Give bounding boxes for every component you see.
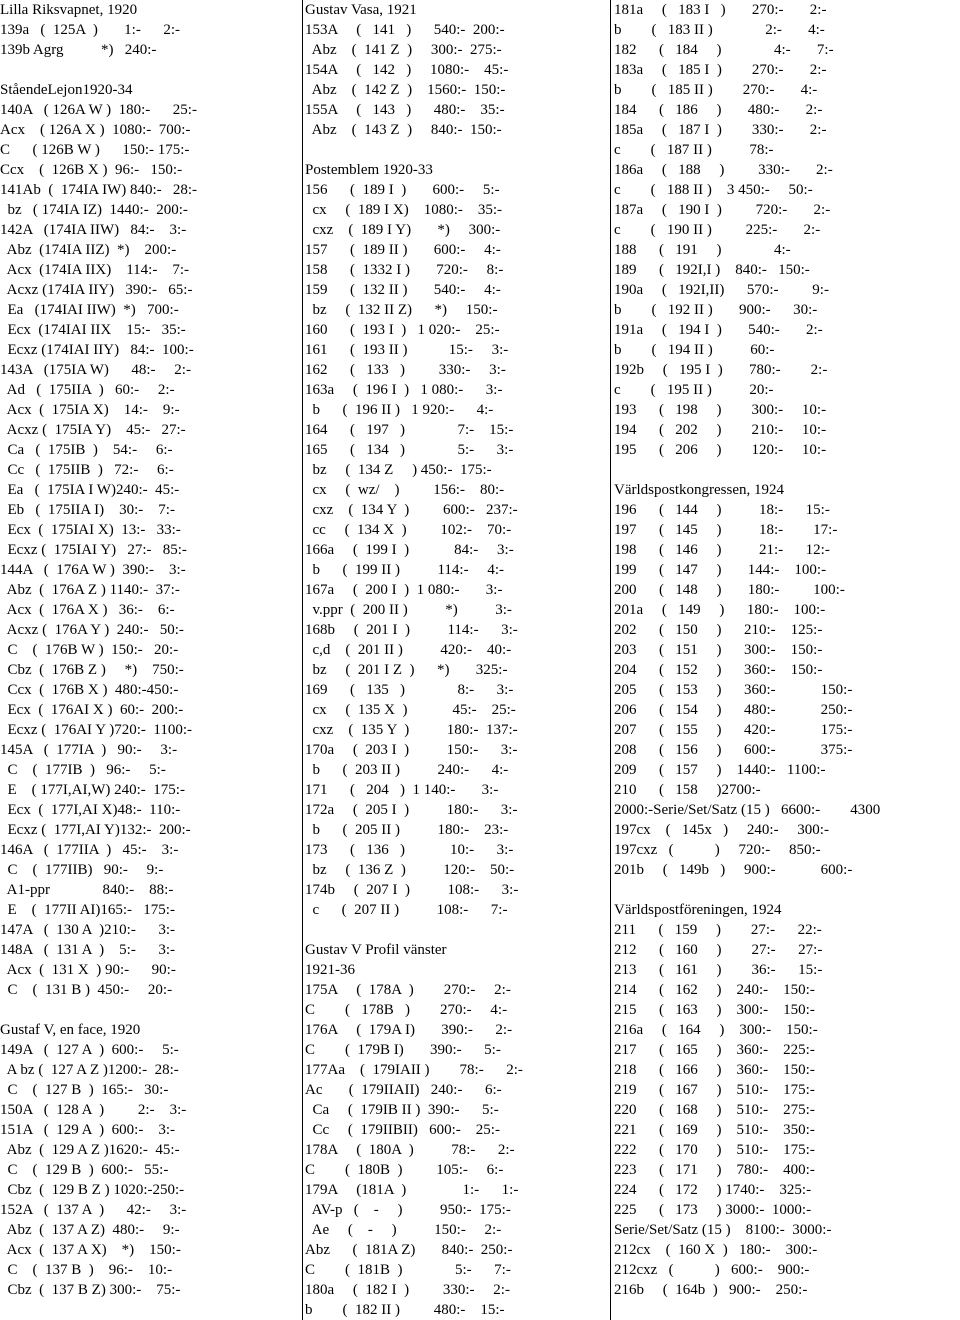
catalog-line: 217 ( 165 ) 360:- 225:- bbox=[614, 1042, 815, 1058]
catalog-line: 181a ( 183 I ) 270:- 2:- bbox=[614, 2, 827, 18]
catalog-line: 142A (174IA IIW) 84:- 3:- bbox=[0, 222, 187, 238]
catalog-line: A bz ( 127 A Z )1200:- 28:- bbox=[0, 1062, 179, 1078]
catalog-line: 172a ( 205 I ) 180:- 3:- bbox=[305, 802, 518, 818]
column-divider bbox=[610, 0, 611, 1320]
catalog-line: 216a ( 164 ) 300:- 150:- bbox=[614, 1022, 818, 1038]
catalog-line: C ( 129 B ) 600:- 55:- bbox=[0, 1162, 169, 1178]
catalog-line: C ( 177IIB) 90:- 9:- bbox=[0, 862, 164, 878]
catalog-line: c ( 187 II ) 78:- bbox=[614, 142, 774, 158]
catalog-line: 211 ( 159 ) 27:- 22:- bbox=[614, 922, 822, 938]
catalog-line: 205 ( 153 ) 360:- 150:- bbox=[614, 682, 853, 698]
catalog-line: Abz ( 181A Z) 840:- 250:- bbox=[305, 1242, 513, 1258]
catalog-line: C ( 131 B ) 450:- 20:- bbox=[0, 982, 173, 998]
catalog-line: 195 ( 206 ) 120:- 10:- bbox=[614, 442, 827, 458]
catalog-line: 139b Agrg *) 240:- bbox=[0, 42, 157, 58]
catalog-line: 212cxz ( ) 600:- 900:- bbox=[614, 1262, 810, 1278]
catalog-line: 165 ( 134 ) 5:- 3:- bbox=[305, 442, 514, 458]
catalog-line: Abz ( 142 Z ) 1560:- 150:- bbox=[305, 82, 506, 98]
catalog-line: b ( 192 II ) 900:- 30:- bbox=[614, 302, 818, 318]
catalog-line: Abz ( 141 Z ) 300:- 275:- bbox=[305, 42, 502, 58]
catalog-line: Acx ( 176A X ) 36:- 6:- bbox=[0, 602, 175, 618]
catalog-line: C ( 181B ) 5:- 7:- bbox=[305, 1262, 511, 1278]
catalog-line: AV-p ( - ) 950:- 175:- bbox=[305, 1202, 511, 1218]
catalog-line: cxz ( 135 Y ) 180:- 137:- bbox=[305, 722, 518, 738]
catalog-line: 2000:-Serie/Set/Satz (15 ) 6600:- 4300 bbox=[614, 802, 881, 818]
catalog-line: 197cxz ( ) 720:- 850:- bbox=[614, 842, 821, 858]
catalog-line: 216b ( 164b ) 900:- 250:- bbox=[614, 1282, 808, 1298]
catalog-line: cxz ( 189 I Y) *) 300:- bbox=[305, 222, 501, 238]
catalog-line bbox=[614, 880, 960, 900]
catalog-line: Ae ( - ) 150:- 2:- bbox=[305, 1222, 502, 1238]
catalog-line: 218 ( 166 ) 360:- 150:- bbox=[614, 1062, 815, 1078]
catalog-line: 174b ( 207 I ) 108:- 3:- bbox=[305, 882, 519, 898]
catalog-line: b ( 196 II ) 1 920:- 4:- bbox=[305, 402, 494, 418]
catalog-line: C ( 137 B ) 96:- 10:- bbox=[0, 1262, 173, 1278]
catalog-line: 209 ( 157 ) 1440:- 1100:- bbox=[614, 762, 826, 778]
catalog-line: 146A ( 177IIA ) 45:- 3:- bbox=[0, 842, 179, 858]
catalog-line: C ( 179B I) 390:- 5:- bbox=[305, 1042, 501, 1058]
catalog-line: Gustav V Profil vänster bbox=[305, 942, 447, 958]
catalog-line: 159 ( 132 II ) 540:- 4:- bbox=[305, 282, 501, 298]
catalog-line: c ( 190 II ) 225:- 2:- bbox=[614, 222, 821, 238]
catalog-line: Acxz ( 175IA Y) 45:- 27:- bbox=[0, 422, 186, 438]
catalog-line: 221 ( 169 ) 510:- 350:- bbox=[614, 1122, 815, 1138]
catalog-line: c ( 188 II ) 3 450:- 50:- bbox=[614, 182, 813, 198]
catalog-line: Cbz ( 137 B Z) 300:- 75:- bbox=[0, 1282, 181, 1298]
catalog-line: 201b ( 149b ) 900:- 600:- bbox=[614, 862, 853, 878]
catalog-line: Abz (174IA IIZ) *) 200:- bbox=[0, 242, 177, 258]
catalog-line: C ( 177IB ) 96:- 5:- bbox=[0, 762, 166, 778]
catalog-line: 196 ( 144 ) 18:- 15:- bbox=[614, 502, 830, 518]
catalog-line: C ( 176B W ) 150:- 20:- bbox=[0, 642, 179, 658]
catalog-line: Lilla Riksvapnet, 1920 bbox=[0, 2, 138, 18]
catalog-line: Acxz ( 176A Y ) 240:- 50:- bbox=[0, 622, 184, 638]
catalog-line: Ecxz ( 175IAI Y) 27:- 85:- bbox=[0, 542, 187, 558]
catalog-line bbox=[0, 1000, 302, 1020]
catalog-line: Serie/Set/Satz (15 ) 8100:- 3000:- bbox=[614, 1222, 832, 1238]
catalog-line: 148A ( 131 A ) 5:- 3:- bbox=[0, 942, 175, 958]
catalog-line: 177Aa ( 179IAII ) 78:- 2:- bbox=[305, 1062, 523, 1078]
catalog-line: 139a ( 125A ) 1:- 2:- bbox=[0, 22, 180, 38]
catalog-line: 194 ( 202 ) 210:- 10:- bbox=[614, 422, 827, 438]
catalog-line: Cbz ( 176B Z ) *) 750:- bbox=[0, 662, 184, 678]
catalog-line: 199 ( 147 ) 144:- 100:- bbox=[614, 562, 827, 578]
catalog-line: C ( 178B ) 270:- 4:- bbox=[305, 1002, 508, 1018]
catalog-line: 156 ( 189 I ) 600:- 5:- bbox=[305, 182, 500, 198]
catalog-line: 207 ( 155 ) 420:- 175:- bbox=[614, 722, 853, 738]
catalog-line: 214 ( 162 ) 240:- 150:- bbox=[614, 982, 815, 998]
catalog-line: Gustav Vasa, 1921 bbox=[305, 2, 417, 18]
catalog-line: 220 ( 168 ) 510:- 275:- bbox=[614, 1102, 815, 1118]
catalog-line: bz ( 132 II Z) *) 150:- bbox=[305, 302, 498, 318]
catalog-line: 168b ( 201 I ) 114:- 3:- bbox=[305, 622, 518, 638]
catalog-line: Ccx ( 126B X ) 96:- 150:- bbox=[0, 162, 183, 178]
catalog-line bbox=[614, 460, 960, 480]
catalog-line: 192b ( 195 I ) 780:- 2:- bbox=[614, 362, 828, 378]
catalog-line: 154A ( 142 ) 1080:- 45:- bbox=[305, 62, 509, 78]
catalog-line: 179A (181A ) 1:- 1:- bbox=[305, 1182, 519, 1198]
catalog-line: b ( 183 II ) 2:- 4:- bbox=[614, 22, 825, 38]
catalog-line: 190a ( 192I,II) 570:- 9:- bbox=[614, 282, 829, 298]
catalog-line: Acx ( 126A X ) 1080:- 700:- bbox=[0, 122, 191, 138]
catalog-line: 163a ( 196 I ) 1 080:- 3:- bbox=[305, 382, 503, 398]
catalog-line: cx ( wz/ ) 156:- 80:- bbox=[305, 482, 505, 498]
catalog-line: Ecx (174IAI IIX 15:- 35:- bbox=[0, 322, 186, 338]
catalog-line: C ( 180B ) 105:- 6:- bbox=[305, 1162, 504, 1178]
catalog-line: 169 ( 135 ) 8:- 3:- bbox=[305, 682, 514, 698]
catalog-line: Abz ( 137 A Z) 480:- 9:- bbox=[0, 1222, 180, 1238]
catalog-line: Ca ( 175IB ) 54:- 6:- bbox=[0, 442, 173, 458]
catalog-line: 215 ( 163 ) 300:- 150:- bbox=[614, 1002, 815, 1018]
catalog-column-1 bbox=[0, 0, 302, 1320]
catalog-column-3 bbox=[614, 0, 960, 1320]
catalog-line: 170a ( 203 I ) 150:- 3:- bbox=[305, 742, 518, 758]
catalog-line: 143A (175IA W) 48:- 2:- bbox=[0, 362, 191, 378]
catalog-line: 149A ( 127 A ) 600:- 5:- bbox=[0, 1042, 179, 1058]
catalog-line bbox=[305, 140, 605, 160]
catalog-line: 212cx ( 160 X ) 180:- 300:- bbox=[614, 1242, 818, 1258]
catalog-line: 184 ( 186 ) 480:- 2:- bbox=[614, 102, 823, 118]
catalog-line: 158 ( 1332 I ) 720:- 8:- bbox=[305, 262, 504, 278]
catalog-line: 212 ( 160 ) 27:- 27:- bbox=[614, 942, 823, 958]
catalog-line: 219 ( 167 ) 510:- 175:- bbox=[614, 1082, 815, 1098]
catalog-line: 197 ( 145 ) 18:- 17:- bbox=[614, 522, 838, 538]
catalog-line: 171 ( 204 ) 1 140:- 3:- bbox=[305, 782, 499, 798]
catalog-line: 167a ( 200 I ) 1 080:- 3:- bbox=[305, 582, 503, 598]
catalog-line: 224 ( 172 ) 1740:- 325:- bbox=[614, 1182, 812, 1198]
catalog-line: b ( 205 II ) 180:- 23:- bbox=[305, 822, 509, 838]
catalog-line: 144A ( 176A W ) 390:- 3:- bbox=[0, 562, 186, 578]
catalog-line: A1-ppr 840:- 88:- bbox=[0, 882, 174, 898]
catalog-line: Eb ( 175IIA I) 30:- 7:- bbox=[0, 502, 175, 518]
catalog-line: 140A ( 126A W ) 180:- 25:- bbox=[0, 102, 197, 118]
catalog-line: 206 ( 154 ) 480:- 250:- bbox=[614, 702, 853, 718]
catalog-line: Ecxz ( 177I,AI Y)132:- 200:- bbox=[0, 822, 191, 838]
catalog-line: 183a ( 185 I ) 270:- 2:- bbox=[614, 62, 827, 78]
catalog-line: 161 ( 193 II ) 15:- 3:- bbox=[305, 342, 509, 358]
catalog-line: 145A ( 177IA ) 90:- 3:- bbox=[0, 742, 178, 758]
catalog-line: 200 ( 148 ) 180:- 100:- bbox=[614, 582, 845, 598]
catalog-line: Acx ( 137 A X) *) 150:- bbox=[0, 1242, 181, 1258]
catalog-line: 1921-36 bbox=[305, 962, 355, 978]
catalog-line: Acx ( 175IA X) 14:- 9:- bbox=[0, 402, 180, 418]
catalog-line: Ecx ( 177I,AI X)48:- 110:- bbox=[0, 802, 181, 818]
catalog-line: Cc ( 175IIB ) 72:- 6:- bbox=[0, 462, 174, 478]
catalog-line: 164 ( 197 ) 7:- 15:- bbox=[305, 422, 514, 438]
catalog-line: bz ( 174IA IZ) 1440:- 200:- bbox=[0, 202, 188, 218]
catalog-line: Cc ( 179IIBII) 600:- 25:- bbox=[305, 1122, 500, 1138]
catalog-line: Ecx ( 176AI X ) 60:- 200:- bbox=[0, 702, 184, 718]
catalog-line: 155A ( 143 ) 480:- 35:- bbox=[305, 102, 505, 118]
catalog-line: 213 ( 161 ) 36:- 15:- bbox=[614, 962, 823, 978]
catalog-line: 162 ( 133 ) 330:- 3:- bbox=[305, 362, 506, 378]
catalog-line: 186a ( 188 ) 330:- 2:- bbox=[614, 162, 833, 178]
catalog-line: 222 ( 170 ) 510:- 175:- bbox=[614, 1142, 815, 1158]
catalog-line: Ca ( 179IB II ) 390:- 5:- bbox=[305, 1102, 499, 1118]
catalog-line: Ac ( 179IIAII) 240:- 6:- bbox=[305, 1082, 502, 1098]
catalog-line: cx ( 135 X ) 45:- 25:- bbox=[305, 702, 516, 718]
catalog-line: cc ( 134 X ) 102:- 70:- bbox=[305, 522, 512, 538]
catalog-line: 225 ( 173 ) 3000:- 1000:- bbox=[614, 1202, 812, 1218]
catalog-line: 191a ( 194 I ) 540:- 2:- bbox=[614, 322, 823, 338]
catalog-line: cx ( 189 I X) 1080:- 35:- bbox=[305, 202, 503, 218]
catalog-line: 223 ( 171 ) 780:- 400:- bbox=[614, 1162, 815, 1178]
catalog-line: Cbz ( 129 B Z ) 1020:-250:- bbox=[0, 1182, 185, 1198]
catalog-line: b ( 194 II ) 60:- bbox=[614, 342, 775, 358]
catalog-line: 203 ( 151 ) 300:- 150:- bbox=[614, 642, 823, 658]
catalog-line: b ( 199 II ) 114:- 4:- bbox=[305, 562, 504, 578]
catalog-line: Ea ( 175IA I W)240:- 45:- bbox=[0, 482, 180, 498]
catalog-line: b ( 203 II ) 240:- 4:- bbox=[305, 762, 509, 778]
catalog-line: Världspostkongressen, 1924 bbox=[614, 482, 784, 498]
catalog-line: Ecx ( 175IAI X) 13:- 33:- bbox=[0, 522, 181, 538]
catalog-line: 152A ( 137 A ) 42:- 3:- bbox=[0, 1202, 187, 1218]
catalog-line: Gustaf V, en face, 1920 bbox=[0, 1022, 141, 1038]
catalog-line: 160 ( 193 I ) 1 020:- 25:- bbox=[305, 322, 500, 338]
catalog-line: 173 ( 136 ) 10:- 3:- bbox=[305, 842, 514, 858]
catalog-line: Ea (174IAI IIW) *) 700:- bbox=[0, 302, 179, 318]
catalog-line: 202 ( 150 ) 210:- 125:- bbox=[614, 622, 823, 638]
catalog-line: v.ppr ( 200 II ) *) 3:- bbox=[305, 602, 512, 618]
catalog-line: Ecxz (174IAI IIY) 84:- 100:- bbox=[0, 342, 194, 358]
catalog-line: 157 ( 189 II ) 600:- 4:- bbox=[305, 242, 501, 258]
catalog-line: bz ( 134 Z ) 450:- 175:- bbox=[305, 462, 492, 478]
catalog-line: C ( 127 B ) 165:- 30:- bbox=[0, 1082, 169, 1098]
catalog-line: c ( 207 II ) 108:- 7:- bbox=[305, 902, 508, 918]
catalog-line: E ( 177II AI)165:- 175:- bbox=[0, 902, 175, 918]
catalog-line: 150A ( 128 A ) 2:- 3:- bbox=[0, 1102, 187, 1118]
catalog-line: Abz ( 143 Z ) 840:- 150:- bbox=[305, 122, 502, 138]
catalog-line: Ccx ( 176B X ) 480:-450:- bbox=[0, 682, 179, 698]
catalog-line: 153A ( 141 ) 540:- 200:- bbox=[305, 22, 505, 38]
catalog-line: Ad ( 175IIA ) 60:- 2:- bbox=[0, 382, 175, 398]
catalog-line: b ( 182 II ) 480:- 15:- bbox=[305, 1302, 505, 1318]
catalog-line: cxz ( 134 Y ) 600:- 237:- bbox=[305, 502, 518, 518]
catalog-line: 141Ab ( 174IA IW) 840:- 28:- bbox=[0, 182, 198, 198]
catalog-line: 197cx ( 145x ) 240:- 300:- bbox=[614, 822, 829, 838]
catalog-line: 210 ( 158 )2700:- bbox=[614, 782, 761, 798]
catalog-line: Abz ( 176A Z ) 1140:- 37:- bbox=[0, 582, 180, 598]
catalog-line: 147A ( 130 A )210:- 3:- bbox=[0, 922, 175, 938]
catalog-line: 189 ( 192I,I ) 840:- 150:- bbox=[614, 262, 810, 278]
catalog-line: StåendeLejon1920-34 bbox=[0, 82, 133, 98]
catalog-line: 166a ( 199 I ) 84:- 3:- bbox=[305, 542, 514, 558]
catalog-line: 185a ( 187 I ) 330:- 2:- bbox=[614, 122, 827, 138]
catalog-line: C ( 126B W ) 150:- 175:- bbox=[0, 142, 190, 158]
catalog-line: bz ( 136 Z ) 120:- 50:- bbox=[305, 862, 515, 878]
catalog-line: 175A ( 178A ) 270:- 2:- bbox=[305, 982, 511, 998]
catalog-line: Acx (174IA IIX) 114:- 7:- bbox=[0, 262, 189, 278]
catalog-line: 187a ( 190 I ) 720:- 2:- bbox=[614, 202, 831, 218]
catalog-line bbox=[305, 920, 605, 940]
catalog-line: 180a ( 182 I ) 330:- 2:- bbox=[305, 1282, 510, 1298]
catalog-line: c ( 195 II ) 20:- bbox=[614, 382, 774, 398]
catalog-line: 176A ( 179A I) 390:- 2:- bbox=[305, 1022, 513, 1038]
catalog-line: bz ( 201 I Z ) *) 325:- bbox=[305, 662, 508, 678]
catalog-line: 204 ( 152 ) 360:- 150:- bbox=[614, 662, 823, 678]
catalog-line: 193 ( 198 ) 300:- 10:- bbox=[614, 402, 827, 418]
catalog-line: 178A ( 180A ) 78:- 2:- bbox=[305, 1142, 515, 1158]
catalog-line: 198 ( 146 ) 21:- 12:- bbox=[614, 542, 830, 558]
catalog-line: c,d ( 201 II ) 420:- 40:- bbox=[305, 642, 512, 658]
catalog-line: Acxz (174IA IIY) 390:- 65:- bbox=[0, 282, 193, 298]
catalog-line: Abz ( 129 A Z )1620:- 45:- bbox=[0, 1142, 180, 1158]
catalog-column-2 bbox=[305, 0, 605, 1320]
catalog-line bbox=[0, 60, 302, 80]
catalog-line: Ecxz ( 176AI Y )720:- 1100:- bbox=[0, 722, 193, 738]
catalog-line: 188 ( 191 ) 4:- bbox=[614, 242, 791, 258]
catalog-line: 151A ( 129 A ) 600:- 3:- bbox=[0, 1122, 175, 1138]
catalog-line: E ( 177I,AI,W) 240:- 175:- bbox=[0, 782, 185, 798]
catalog-line: Världspostföreningen, 1924 bbox=[614, 902, 782, 918]
catalog-line: Postemblem 1920-33 bbox=[305, 162, 433, 178]
catalog-line: 201a ( 149 ) 180:- 100:- bbox=[614, 602, 826, 618]
catalog-line: 208 ( 156 ) 600:- 375:- bbox=[614, 742, 853, 758]
catalog-line: Acx ( 131 X ) 90:- 90:- bbox=[0, 962, 176, 978]
catalog-line: b ( 185 II ) 270:- 4:- bbox=[614, 82, 818, 98]
column-divider bbox=[302, 0, 303, 1320]
catalog-line: 182 ( 184 ) 4:- 7:- bbox=[614, 42, 834, 58]
